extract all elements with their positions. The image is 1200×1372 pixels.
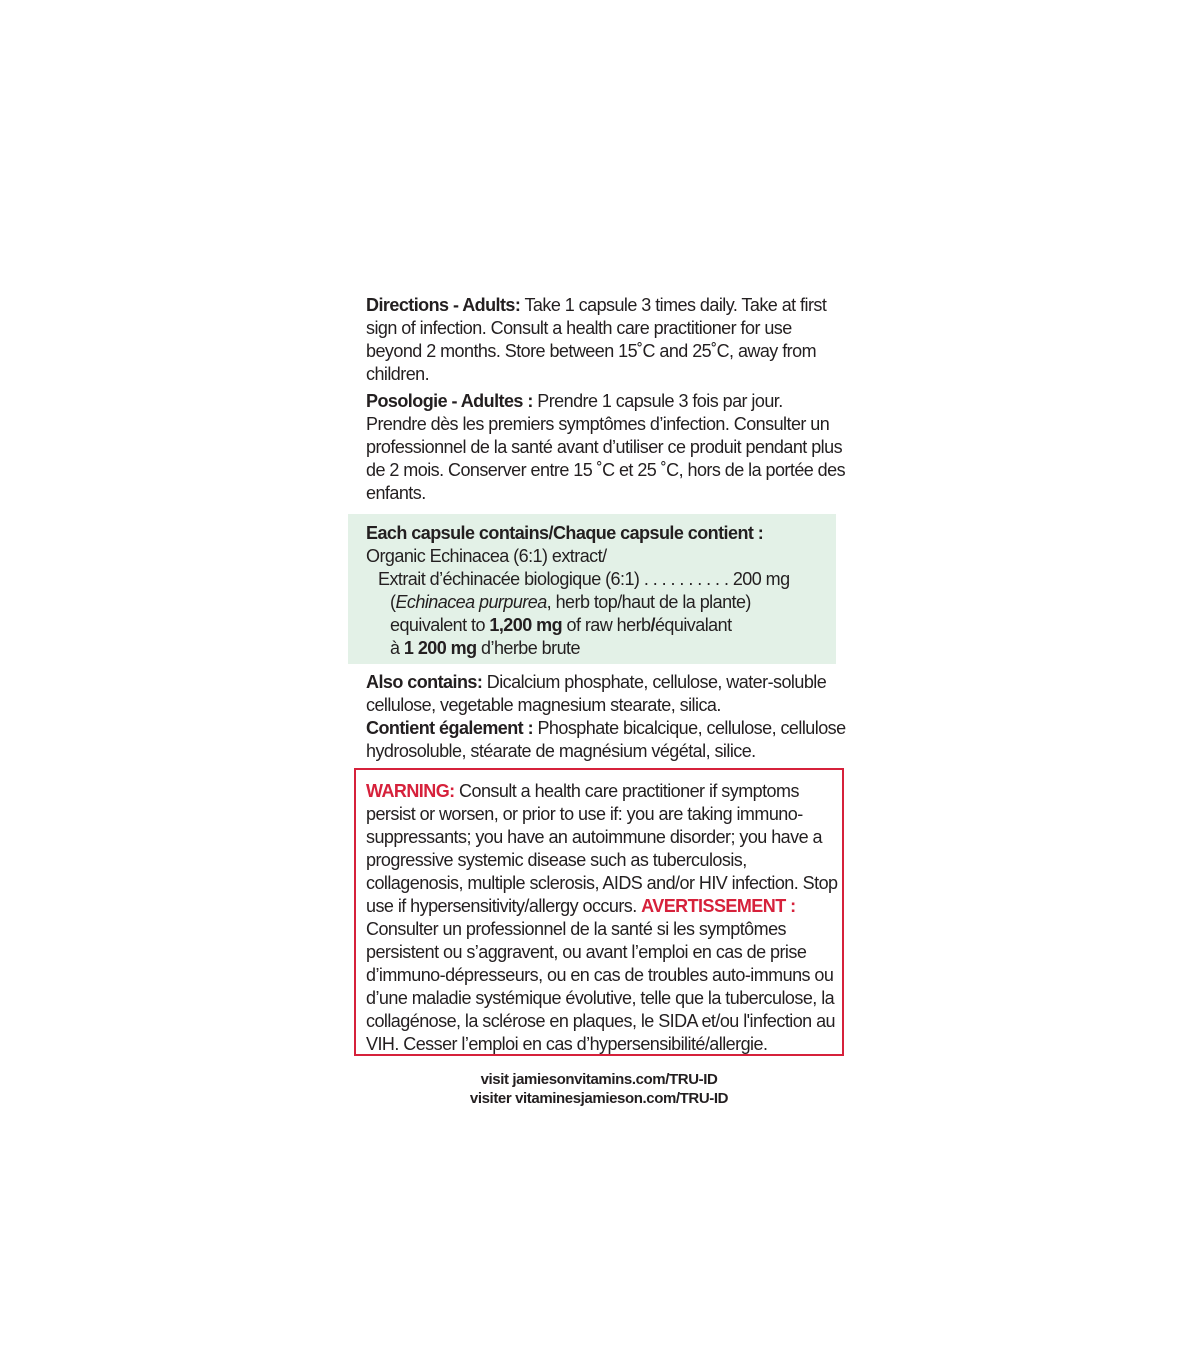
ingredient-line-4-a: equivalent to [390,615,490,635]
ingredients-panel [348,514,836,664]
warning-fr-heading: AVERTISSEMENT : [641,896,796,916]
also-contains-fr-heading: Contient également : [366,718,534,738]
directions-en-text: Take 1 capsule 3 times daily. Take at first sign of infection. Consult a health care practitioner for use beyond 2 months. Store between 15˚C and 25˚C, away from children. [366,295,827,384]
ingredient-line-4-slash: / [650,615,655,635]
ingredient-line-5-c: d’herbe brute [476,638,580,658]
ingredient-line-4-amount: 1,200 mg [489,615,563,635]
ingredient-line-5 [366,637,836,660]
also-contains-en [366,671,846,717]
warning-text [366,780,842,1056]
ingredient-line-4 [366,614,836,637]
footer-link-en[interactable]: visit jamiesonvitamins.com/TRU-ID [480,1071,718,1088]
ingredient-line-3 [366,591,836,614]
ingredients-heading-text: Each capsule contains/Chaque capsule contient : [366,523,764,543]
ingredient-line-4-c: of raw herb [562,615,651,635]
ingredients-heading [366,522,836,545]
directions-fr [366,390,846,505]
directions-section [366,294,846,505]
directions-fr-text: Prendre 1 capsule 3 fois par jour. Prendre dès les premiers symptômes d’infection. Consulter un professionnel de la santé avant d’utiliser ce produit pendant plus de 2 mois. Conserver entre 15 ˚C et 25 ˚C, hors de la portée des enfants. [366,391,846,503]
ingredient-line-5-a: à [390,638,404,658]
also-contains-fr-text: Phosphate bicalcique, cellulose, cellulose hydrosoluble, stéarate de magnésium végétal, silice. [366,718,846,761]
also-contains-fr [366,717,846,763]
warning-fr-text: Consulter un professionnel de la santé si les symptômes persistent ou s’aggravent, ou avant l’emploi en cas de prise d’immuno-dépresseurs, ou en cas de troubles auto-immuns ou d’une maladie systémique évolutive, telle que la tuberculose, la collagénose, la sclérose en plaques, le SIDA et/ou l'infection au VIH. Cesser l’emploi en cas d’hypersensibilité/allergie. [366,919,836,1054]
directions-fr-heading: Posologie - Adultes : [366,391,533,411]
footer-links [400,1070,798,1108]
ingredient-line-3-rest: , herb top/haut de la plante) [546,592,751,612]
ingredient-latin-name: Echinacea purpurea [395,592,547,612]
warning-en-heading: WARNING: [366,781,455,801]
also-contains-section [366,671,846,763]
ingredient-line-1: Organic Echinacea (6:1) extract/ [366,546,607,566]
ingredient-line-2: Extrait d’échinacée biologique (6:1) . . . . . . . . . . 200 mg [378,569,790,589]
ingredient-line-3-open: ( [390,592,396,612]
also-contains-en-text: Dicalcium phosphate, cellulose, water-soluble cellulose, vegetable magnesium stearate, silica. [366,672,827,715]
warning-box [354,768,844,1056]
warning-en-text: Consult a health care practitioner if symptoms persist or worsen, or prior to use if: you are taking immuno-suppressants; you have an autoimmune disorder; you have a progressive systemic disease such as tuberculosis, collagenosis, multiple sclerosis, AIDS and/or HIV infection. Stop use if hypersensitivity/allergy occurs. [366,781,838,916]
directions-en-heading: Directions - Adults: [366,295,521,315]
ingredient-line-5-amount: 1 200 mg [403,638,477,658]
ingredient-line-4-e: équivalant [654,615,732,635]
also-contains-en-heading: Also contains: [366,672,483,692]
footer-link-fr[interactable]: visiter vitaminesjamieson.com/TRU-ID [469,1090,729,1107]
directions-en [366,294,846,386]
